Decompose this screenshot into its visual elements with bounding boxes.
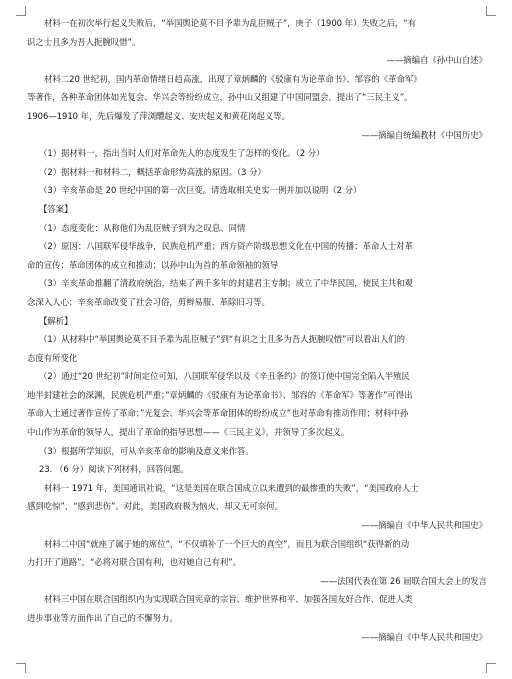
margin-corner-mark [486,6,496,16]
q23-material-one-source: ——摘编自《中华人民共和国史》 [361,520,487,531]
answer-item: 命的宣传；革命团体的成立和推动；以孙中山为首的革命领袖的领导 [27,259,279,270]
answer-heading: 【答案】 [39,203,73,214]
material-one-source: ——摘编自《孙中山自述》 [386,55,487,66]
explanation-item: （3）根据所学知识，可从辛亥革命的影响及意义来作答。 [39,445,254,456]
answer-item: 念深入人心；辛亥革命改变了社会习俗，剪辫易服、革除旧习等。 [27,296,270,307]
explanation-item: （1）从材料中“举国舆论莫不目予辈为乱臣贼子”到“有识之士且多为吾人扼腕叹惜”可以看出人们的 [39,334,406,345]
explanation-item: （2）通过“20 世纪初”时间定位可知，八国联军侵华以及《辛丑条约》的签订使中国完全陷入半殖民 [39,371,410,382]
material-two-text: 材料二20 世纪初，国内革命情绪日趋高涨，出现了章炳麟的《驳康有为论革命书》、邹容的《革命军》 [44,73,422,84]
answer-item: （1）态度变化：从称他们为乱臣贼子到为之叹息、同情 [39,222,246,233]
question-23-heading: 23. （6 分）阅读下列材料，回答问题。 [39,464,189,475]
explanation-heading: 【解析】 [39,315,73,326]
q23-material-one-text: 材料一 1971 年，美国通讯社说，“这是美国在联合国成立以来遭到的最惨重的失败”，“美国政府人士 [44,482,419,493]
document-body [27,14,487,646]
q23-material-three-text: 进步事业等方面作出了自己的不懈努力。 [27,613,178,623]
explanation-item: 中山作为革命的领导人，提出了革命的指导思想——《三民主义》，并领导了多次起义。 [27,427,350,438]
margin-corner-mark [16,663,26,673]
explanation-item: 革命人士通过著作宣传了革命；”光复会、华兴会等革命团体的纷纷成立”也对革命有推动作用；材料中孙 [27,408,409,419]
material-one-text: 材料一在初次举行起义失败后，“举国舆论莫不目予辈为乱臣贼子”，庚子（1900 年）失败之后，“有 [44,18,416,28]
question-item: （1）据材料一，指出当时人们对革命先人的态度发生了怎样的变化。（2 分） [39,148,325,159]
q23-material-one-text: 感到吃惊”，“感到悲伤”。对此，美国政府极为恼火，却又无可奈何。 [27,501,283,512]
explanation-item: 地半封建社会的深渊，民族危机严重；”章炳麟的《驳康有为论革命书》、邹容的《革命军》等著作”可得出 [27,389,413,400]
q23-material-two-text: 力打开了道路”，“必将对联合国有利，也对她自己有利”。 [27,557,242,568]
margin-corner-mark [486,663,496,673]
q23-material-two-source: ——法国代表在第 26 届联合国大会上的发言 [320,575,487,586]
answer-item: （3）辛亥革命推翻了清政府统治，结束了两千多年的封建君主专制；成立了中华民国，使民主共和观 [39,278,413,289]
q23-material-three-text: 材料三中国在联合国组织内为实现联合国宪章的宗旨、维护世界和平、加强各国友好合作、促进人类 [44,594,413,605]
material-two-source: ——摘编自统编教材《中国历史》 [361,129,487,140]
question-item: （2）据材料一和材料二，概括革命形势高涨的原因。（3 分） [39,166,266,177]
answer-item: （2）原因：八国联军侵华战争，民族危机严重；西方资产阶级思想文化在中国的传播；革命人士对革 [39,241,413,252]
question-item: （3）辛亥革命是 20 世纪中国的第一次巨变。请选取相关史实一例并加以说明（2 分） [39,185,362,196]
q23-material-three-source: ——摘编自《中华人民共和国史》 [361,631,487,642]
material-one-text: 识之士且多为吾人扼腕叹惜”。 [27,36,141,47]
material-two-text: 1906—1910 年，先后爆发了萍浏醴起义、安庆起义和黄花岗起义等。 [27,110,291,121]
material-two-text: 等著作，各种革命团体如光复会、华兴会等纷纷成立，孙中山又组建了中国同盟会，提出了“三民主义”。 [27,92,413,103]
q23-material-two-text: 材料二中国“就座了属于她的席位”，“不仅填补了一个巨大的真空”，而且为联合国组织“获得新的动 [44,538,410,549]
explanation-item: 态度有所变化 [27,352,78,363]
margin-corner-mark [16,6,26,16]
